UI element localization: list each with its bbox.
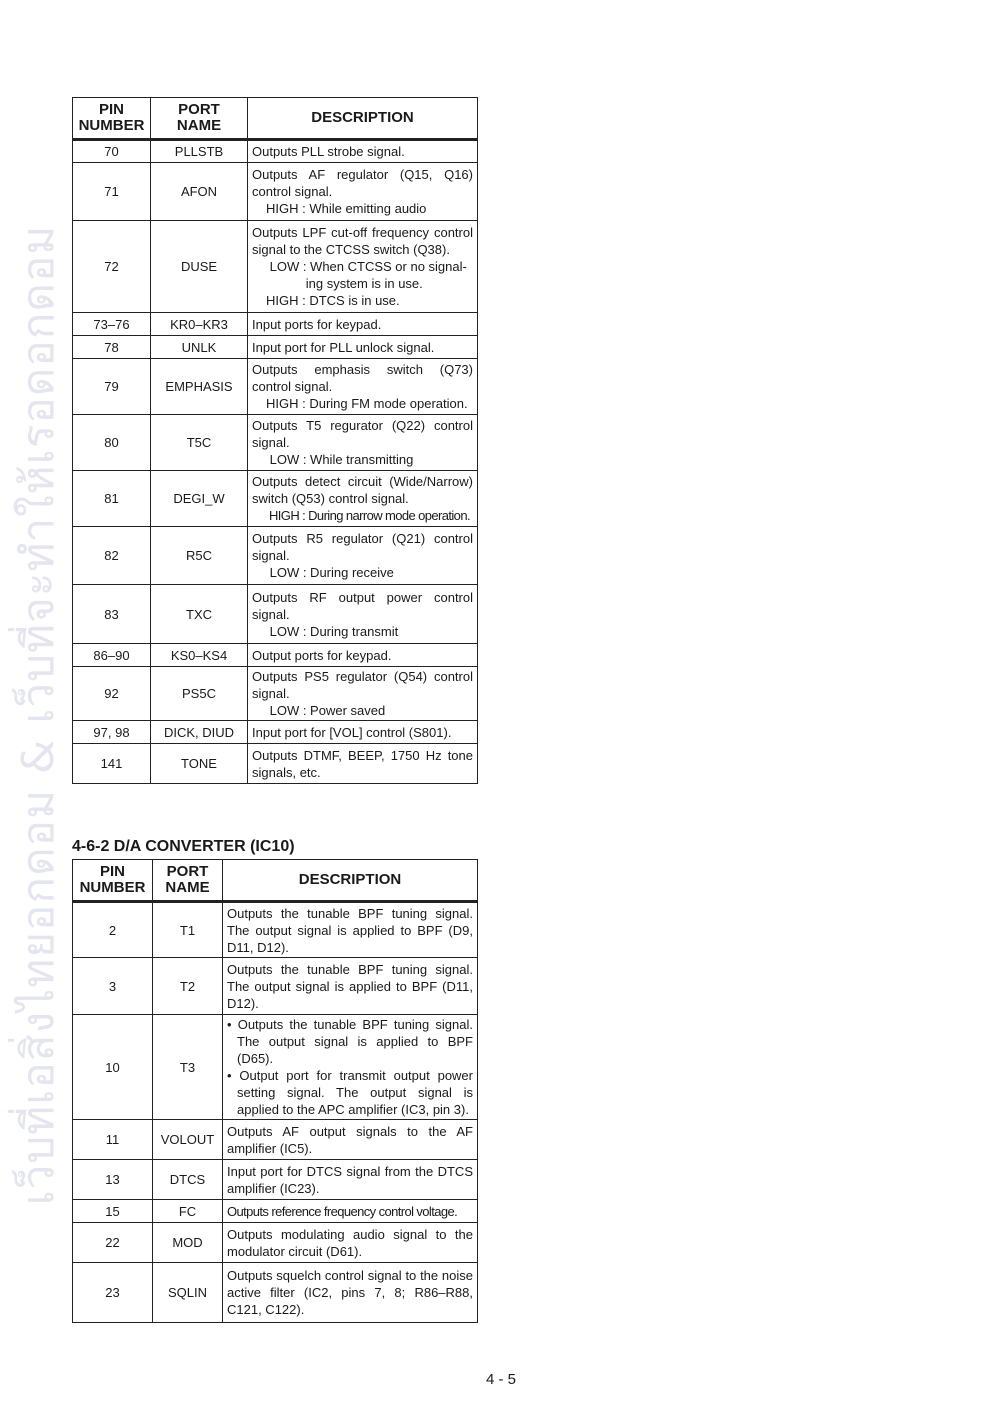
- description-cell: Outputs reference frequency control voltage.: [223, 1200, 478, 1223]
- bullet-item: • Outputs the tunable BPF tuning signal. The output signal is applied to BPF (D65).: [227, 1017, 473, 1066]
- port-cell: FC: [153, 1200, 223, 1223]
- header-description: DESCRIPTION: [223, 860, 478, 902]
- port-cell: DUSE: [151, 221, 248, 313]
- port-cell: VOLOUT: [153, 1120, 223, 1160]
- pin-table-cpu: [72, 97, 478, 784]
- table-row: [73, 140, 478, 163]
- pin-cell: 79: [73, 359, 151, 415]
- description-cell: Output ports for keypad.: [248, 644, 478, 667]
- port-cell: DICK, DIUD: [151, 721, 248, 744]
- table-row: [73, 667, 478, 721]
- header-pin-number: PIN NUMBER: [73, 860, 153, 902]
- table-row: [73, 958, 478, 1015]
- port-cell: MOD: [153, 1223, 223, 1263]
- pin-table-da-converter: [72, 859, 478, 1323]
- pin-cell: 141: [73, 744, 151, 784]
- table-row: [73, 902, 478, 958]
- pin-cell: 81: [73, 471, 151, 527]
- description-cell: Outputs emphasis switch (Q73) control signal. HIGH : During FM mode operation.: [248, 359, 478, 415]
- port-cell: T5C: [151, 415, 248, 471]
- description-cell: Outputs T5 regurator (Q22) control signal. LOW : While transmitting: [248, 415, 478, 471]
- description-cell: [223, 1015, 478, 1120]
- table-row: [73, 1160, 478, 1200]
- description-cell: Outputs PS5 regulator (Q54) control signal. LOW : Power saved: [248, 667, 478, 721]
- pin-cell: 82: [73, 527, 151, 585]
- description-cell: Outputs DTMF, BEEP, 1750 Hz tone signals, etc.: [248, 744, 478, 784]
- bullet-item: • Output port for transmit output power setting signal. The output signal is applied to the APC amplifier (IC3, pin 3).: [227, 1068, 473, 1117]
- description-cell: Outputs LPF cut-off frequency control signal to the CTCSS switch (Q38). LOW : When CTCSS or no signal- ing system is in use. HIGH : DTCS is in use.: [248, 221, 478, 313]
- description-cell: Outputs R5 regulator (Q21) control signal. LOW : During receive: [248, 527, 478, 585]
- port-cell: UNLK: [151, 336, 248, 359]
- table-row: [73, 1263, 478, 1323]
- table-header-row: [73, 860, 478, 902]
- port-cell: TXC: [151, 585, 248, 644]
- header-pin-number: PIN NUMBER: [73, 98, 151, 140]
- description-cell: Outputs RF output power control signal. LOW : During transmit: [248, 585, 478, 644]
- pin-cell: 13: [73, 1160, 153, 1200]
- pin-cell: 72: [73, 221, 151, 313]
- pin-cell: 22: [73, 1223, 153, 1263]
- port-cell: AFON: [151, 163, 248, 221]
- table-row: [73, 527, 478, 585]
- description-cell: Outputs detect circuit (Wide/Narrow) switch (Q53) control signal. HIGH : During narrow mode operation.: [248, 471, 478, 527]
- port-cell: PS5C: [151, 667, 248, 721]
- table-row: [73, 1120, 478, 1160]
- pin-cell: 92: [73, 667, 151, 721]
- table-row: [73, 313, 478, 336]
- port-cell: EMPHASIS: [151, 359, 248, 415]
- table-row: [73, 336, 478, 359]
- description-cell: Outputs AF output signals to the AF amplifier (IC5).: [223, 1120, 478, 1160]
- description-cell: Outputs PLL strobe signal.: [248, 140, 478, 163]
- table-row: [73, 644, 478, 667]
- pin-cell: 97, 98: [73, 721, 151, 744]
- pin-cell: 86–90: [73, 644, 151, 667]
- page-number: 4 - 5: [486, 1371, 517, 1388]
- pin-cell: 80: [73, 415, 151, 471]
- watermark-text: เว็บที่เอสิ่งไทยอกดอม & เว็บที่จะทำให้เรอดอกดอม: [13, 224, 64, 1206]
- pin-cell: 70: [73, 140, 151, 163]
- port-cell: KR0–KR3: [151, 313, 248, 336]
- description-cell: Outputs the tunable BPF tuning signal. The output signal is applied to BPF (D9, D11, D12).: [223, 902, 478, 958]
- header-port-name: PORT NAME: [151, 98, 248, 140]
- port-cell: T1: [153, 902, 223, 958]
- table-row: [73, 359, 478, 415]
- table-row: [73, 415, 478, 471]
- description-cell: Input ports for keypad.: [248, 313, 478, 336]
- description-cell: Outputs the tunable BPF tuning signal. The output signal is applied to BPF (D11, D12).: [223, 958, 478, 1015]
- header-port-name: PORT NAME: [153, 860, 223, 902]
- pin-cell: 2: [73, 902, 153, 958]
- port-cell: PLLSTB: [151, 140, 248, 163]
- table-row: [73, 1015, 478, 1120]
- description-cell: Input port for DTCS signal from the DTCS amplifier (IC23).: [223, 1160, 478, 1200]
- table-header-row: [73, 98, 478, 140]
- table-row: [73, 1200, 478, 1223]
- port-cell: KS0–KS4: [151, 644, 248, 667]
- port-cell: R5C: [151, 527, 248, 585]
- pin-cell: 23: [73, 1263, 153, 1323]
- port-cell: TONE: [151, 744, 248, 784]
- pin-cell: 11: [73, 1120, 153, 1160]
- header-description: DESCRIPTION: [248, 98, 478, 140]
- section-title-da-converter: 4-6-2 D/A CONVERTER (IC10): [72, 838, 295, 855]
- pin-cell: 15: [73, 1200, 153, 1223]
- pin-cell: 10: [73, 1015, 153, 1120]
- pin-cell: 73–76: [73, 313, 151, 336]
- table-row: [73, 744, 478, 784]
- pin-cell: 71: [73, 163, 151, 221]
- table-row: [73, 1223, 478, 1263]
- pin-cell: 83: [73, 585, 151, 644]
- table-row: [73, 221, 478, 313]
- port-cell: T2: [153, 958, 223, 1015]
- pin-cell: 78: [73, 336, 151, 359]
- table-row: [73, 721, 478, 744]
- pin-cell: 3: [73, 958, 153, 1015]
- port-cell: SQLIN: [153, 1263, 223, 1323]
- description-cell: Outputs squelch control signal to the noise active filter (IC2, pins 7, 8; R86–R88, C121, C122).: [223, 1263, 478, 1323]
- table-row: [73, 163, 478, 221]
- description-cell: Input port for [VOL] control (S801).: [248, 721, 478, 744]
- port-cell: DTCS: [153, 1160, 223, 1200]
- port-cell: DEGI_W: [151, 471, 248, 527]
- table-row: [73, 585, 478, 644]
- port-cell: T3: [153, 1015, 223, 1120]
- table-row: [73, 471, 478, 527]
- description-cell: Outputs AF regulator (Q15, Q16) control signal. HIGH : While emitting audio: [248, 163, 478, 221]
- description-cell: Outputs modulating audio signal to the modulator circuit (D61).: [223, 1223, 478, 1263]
- description-cell: Input port for PLL unlock signal.: [248, 336, 478, 359]
